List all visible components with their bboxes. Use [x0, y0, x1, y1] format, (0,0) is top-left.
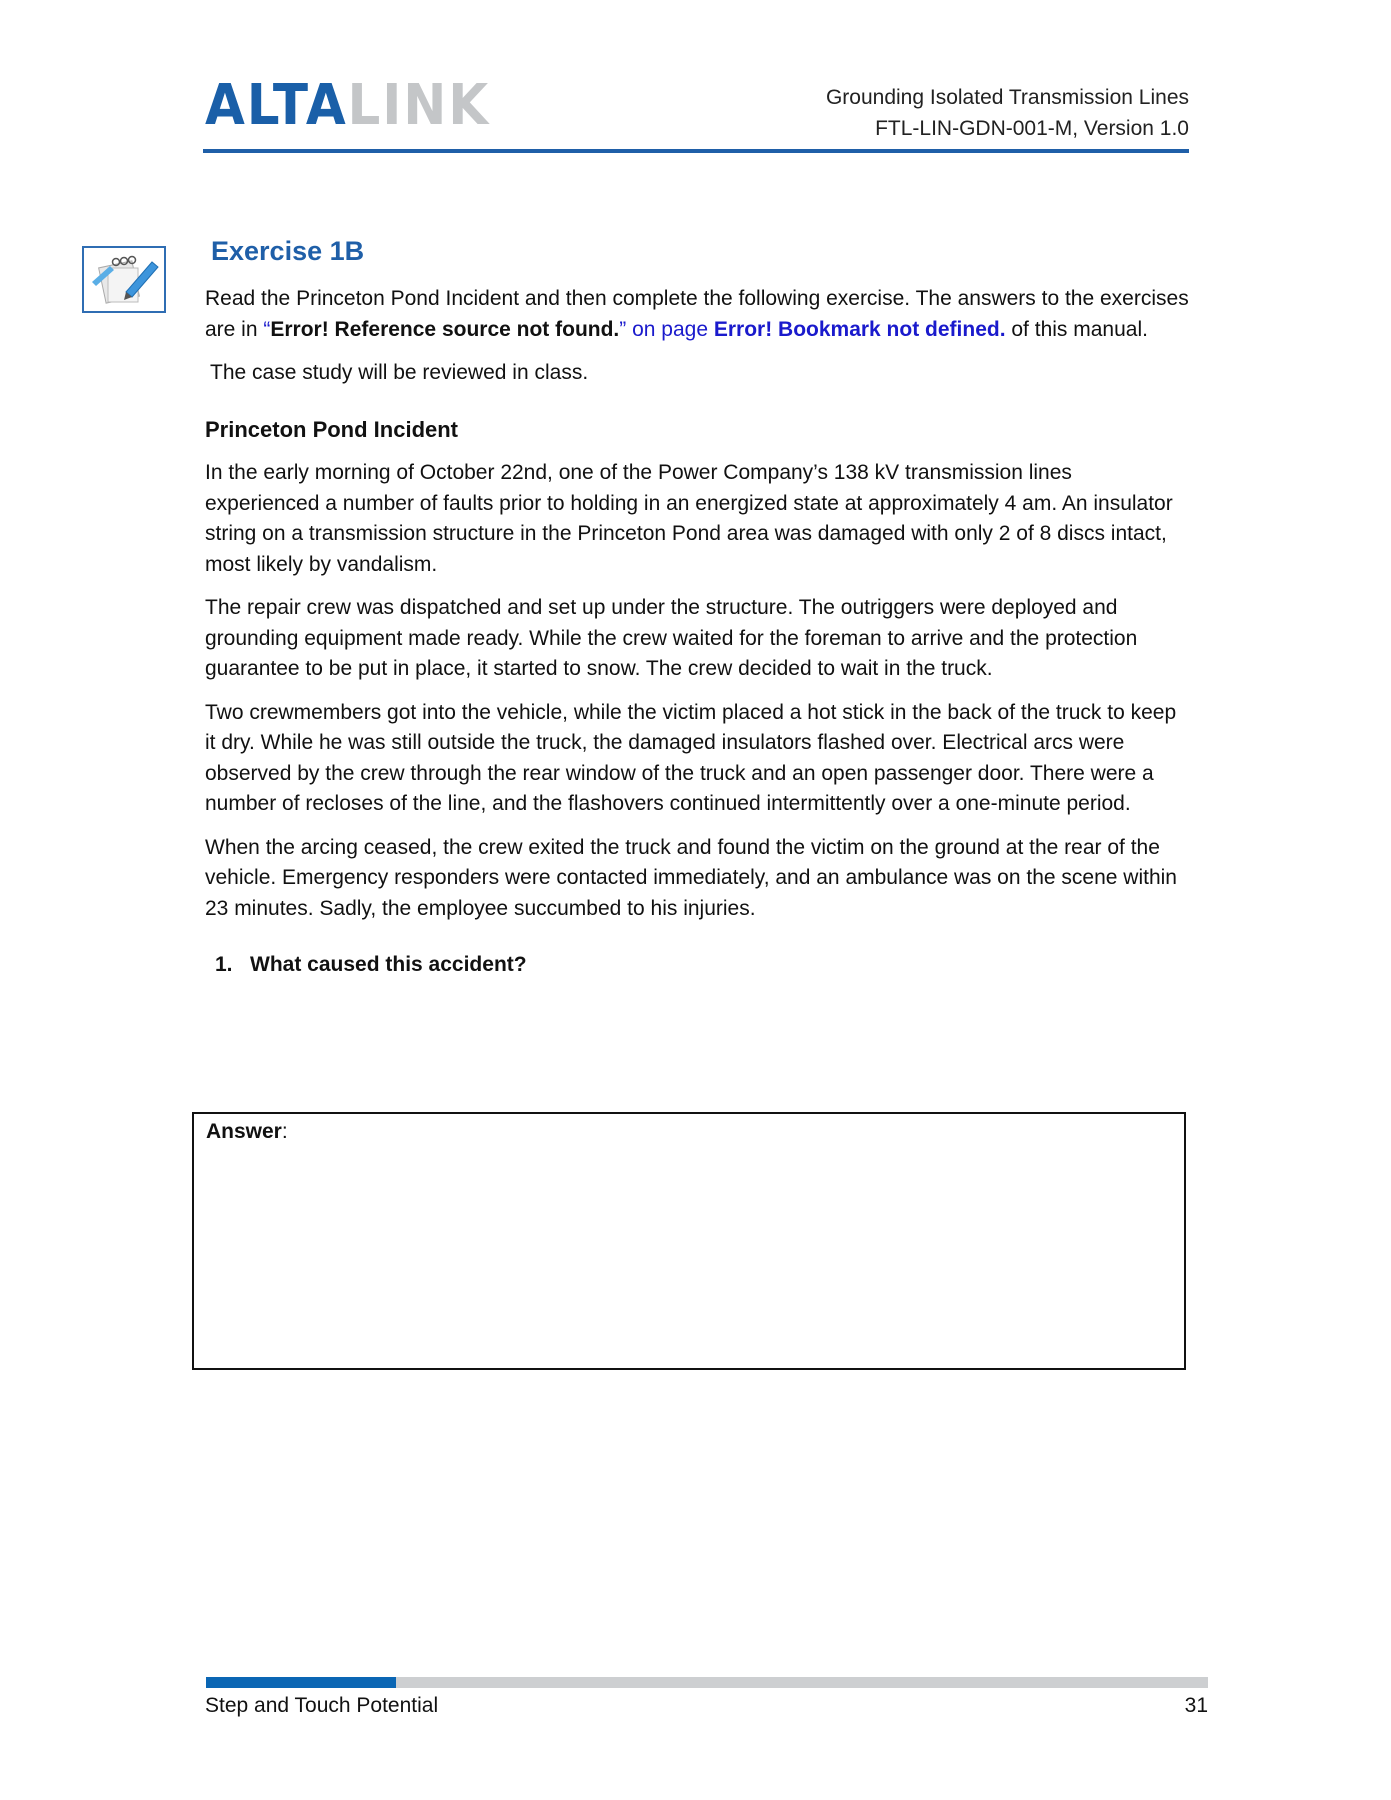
- incident-paragraph: The repair crew was dispatched and set up under the structure. The outriggers were deployed and grounding equipment made ready. While the crew waited for the foreman to arrive and the protection guarantee to be put in place, it started to snow. The crew decided to wait in the truck.: [205, 596, 1138, 680]
- review-note: The case study will be reviewed in class.: [210, 361, 589, 384]
- reference-error-text: Error! Reference source not found.: [270, 317, 620, 341]
- page-number: 31: [1184, 1694, 1208, 1717]
- exercise-body: [205, 284, 1190, 994]
- altalink-logo: ALTALINK: [205, 73, 490, 138]
- answer-box[interactable]: Answer:: [192, 1112, 1186, 1370]
- incident-paragraph: Two crewmembers got into the vehicle, while the victim placed a hot stick in the back of the truck to keep it dry. While he was still outside the truck, the damaged insulators flashed over. Electrical arcs were observed by the crew through the rear window of the truck and an open passenger door. There were a number of recloses of the line, and the flashovers continued intermittently over a one-minute period.: [205, 700, 1177, 815]
- bookmark-error-link[interactable]: Error! Bookmark not defined.: [713, 317, 1006, 341]
- question-1: 1. What caused this accident?: [215, 953, 527, 976]
- incident-heading: Princeton Pond Incident: [205, 416, 459, 442]
- intro-paragraph: Read the Princeton Pond Incident and then complete the following exercise. The answers to the exercises are in “Error! Reference source not found.” on page Error! Bookmark not defined. of this manual.: [205, 287, 1189, 341]
- document-id: FTL-LIN-GDN-001-M, Version 1.0: [875, 117, 1189, 140]
- incident-paragraph: When the arcing ceased, the crew exited the truck and found the victim on the ground at the rear of the vehicle. Emergency responders were contacted immediately, and an ambulance was on the scene within 23 minutes. Sadly, the employee succumbed to his injuries.: [205, 835, 1177, 920]
- notepad-pencil-icon: [82, 246, 166, 313]
- answer-label: Answer: [206, 1120, 282, 1143]
- footer-progress-bar: [206, 1677, 1208, 1688]
- document-header: [826, 82, 1189, 144]
- document-title: Grounding Isolated Transmission Lines: [825, 86, 1189, 109]
- incident-paragraph: In the early morning of October 22nd, one of the Power Company’s 138 kV transmission lines experienced a number of faults prior to holding in an energized state at approximately 4 am. An insulator string on a transmission structure in the Princeton Pond area was damaged with only 2 of 8 discs intact, most likely by vandalism.: [205, 461, 1173, 576]
- footer-progress-fill: [206, 1677, 396, 1688]
- exercise-title: Exercise 1B: [211, 236, 365, 266]
- header-rule: [203, 149, 1189, 153]
- footer-section-title: Step and Touch Potential: [205, 1694, 439, 1717]
